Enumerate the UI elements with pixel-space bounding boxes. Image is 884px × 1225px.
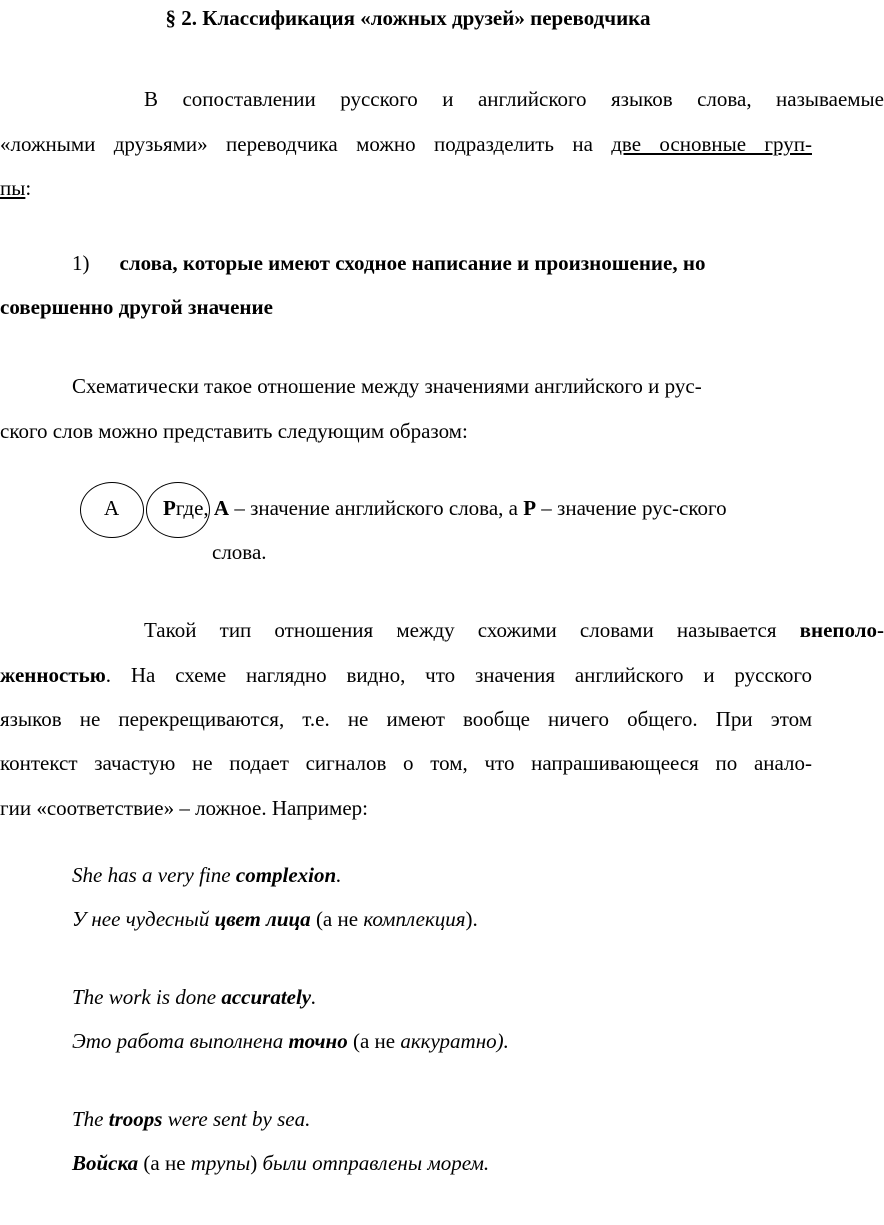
type-line-3: языков не перекрещиваются, т.е. не имеют вообще ничего общего. При этом xyxy=(0,707,812,731)
two-groups-underlined: две основные груп- xyxy=(611,132,812,156)
type-line-4: контекст зачастую не подает сигналов о том, что напрашивающееся по анало- xyxy=(0,751,812,775)
section-heading: § 2. Классификация «ложных друзей» переводчика xyxy=(165,6,651,30)
intro-text: «ложными друзьями» переводчика можно подразделить на xyxy=(0,132,612,156)
example-3-russian: Войска (а не трупы) были отправлены морем. xyxy=(72,1151,490,1175)
schema-line-2: ского слов можно представить следующим образом: xyxy=(0,419,468,443)
type-line-2: женностью. На схеме наглядно видно, что значения английского и русского xyxy=(0,663,812,687)
type-line-5: гии «соответствие» – ложное. Например: xyxy=(0,796,368,820)
intro-line-2 xyxy=(0,131,812,157)
two-groups-underlined-end: пы xyxy=(0,176,26,200)
intro-line-1: В сопоставлении русского и английского языков слова, называемые xyxy=(144,87,884,111)
intro-line-3: пы: xyxy=(0,176,32,200)
group-1-heading-line-2: совершенно другой значение xyxy=(0,295,273,319)
example-2-english: The work is done accurately. xyxy=(72,985,317,1009)
circle-russian-label: Р xyxy=(163,496,176,520)
circle-english-label: А xyxy=(104,496,120,520)
group-1-title: слова, которые имеют сходное написание и произношение, но xyxy=(119,251,706,275)
example-3-english: The troops were sent by sea. xyxy=(72,1107,311,1131)
diagram-legend-line-2: слова. xyxy=(212,540,267,564)
example-1-english: She has a very fine complexion. xyxy=(72,863,342,887)
group-1-heading xyxy=(72,250,705,276)
term-vnepolozhennost: внеполо- xyxy=(799,618,884,642)
schema-line-1: Схематически такое отношение между значениями английского и рус- xyxy=(72,374,702,398)
diagram-legend-line-1: Ргде, А – значение английского слова, а Р – значение рус-ского xyxy=(163,496,727,520)
group-1-number: 1) xyxy=(72,251,90,275)
example-1-russian: У нее чудесный цвет лица (а не комплекция). xyxy=(72,907,478,931)
type-line-1: Такой тип отношения между схожими словами называется внеполо- xyxy=(144,618,884,642)
example-2-russian: Это работа выполнена точно (а не аккуратно). xyxy=(72,1029,509,1053)
